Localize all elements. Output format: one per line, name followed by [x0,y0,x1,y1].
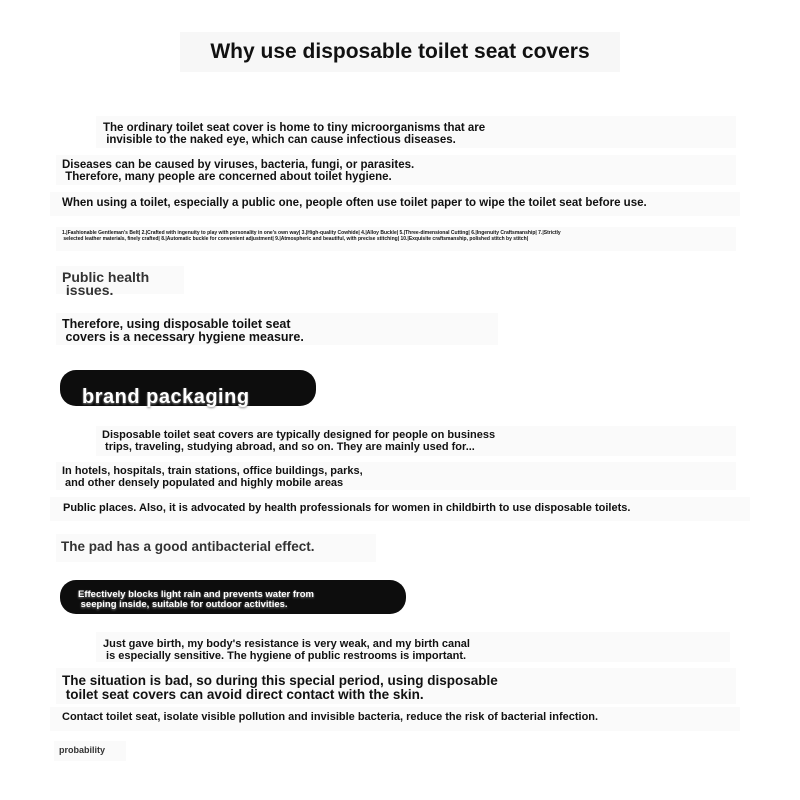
locations-paragraph: In hotels, hospitals, train stations, office buildings, parks, and other densely populated and highly mobile areas [62,465,363,489]
after-birth-paragraph: Just gave birth, my body's resistance is very weak, and my birth canal is especially sensitive. The hygiene of public restrooms is important. [103,638,470,662]
toilet-paper-paragraph: When using a toilet, especially a public one, people often use toilet paper to wipe the toilet seat before use. [62,197,647,209]
contact-seat-paragraph: Contact toilet seat, isolate visible pollution and invisible bacteria, reduce the risk of bacterial infection. [62,711,599,723]
title-box [180,32,620,72]
page-title: Why use disposable toilet seat covers [210,40,590,63]
hygiene-measure-paragraph: Therefore, using disposable toilet seat covers is a necessary hygiene measure. [62,317,304,345]
usage-paragraph: Disposable toilet seat covers are typically designed for people on business trips, traveling, studying abroad, and so on. They are mainly used for... [102,429,496,453]
public-health-heading: Public health issues. [62,269,150,298]
brand-packaging-label: brand packaging [82,386,250,408]
public-places-paragraph: Public places. Also, it is advocated by health professionals for women in childbirth to use disposable toilets. [63,502,631,514]
special-period-paragraph: The situation is bad, so during this special period, using disposable toilet seat covers can avoid direct contact with the skin. [62,673,498,702]
antibacterial-heading: The pad has a good antibacterial effect. [61,539,315,554]
intro-paragraph: The ordinary toilet seat cover is home to tiny microorganisms that are invisible to the naked eye, which can cause infectious diseases. [103,122,486,147]
footer-word: probability [59,745,106,755]
rain-proof-label: Effectively blocks light rain and prevents water from seeping inside, suitable for outdoor activities. [78,589,314,610]
tiny-caption: 1.|Fashionable Gentleman's Belt| 2.|Crafted with ingenuity to play with personality in one's own way| 3.|High-quality Cowhide| 4.|Alloy Buckle| 5.|Three-dimensional Cutting| 6.|Ingenuity Craftsmanship| 7.|Strictly selected leather materials, finely crafted| 8.|Automatic buckle for convenient adjustment| 9.|Atmospheric and beautiful, with precise stitching| 10.|Exquisite craftsmanship, polished stitch by stitch| [62,230,561,243]
diseases-paragraph: Diseases can be caused by viruses, bacteria, fungi, or parasites. Therefore, many people are concerned about toilet hygiene. [62,159,415,184]
